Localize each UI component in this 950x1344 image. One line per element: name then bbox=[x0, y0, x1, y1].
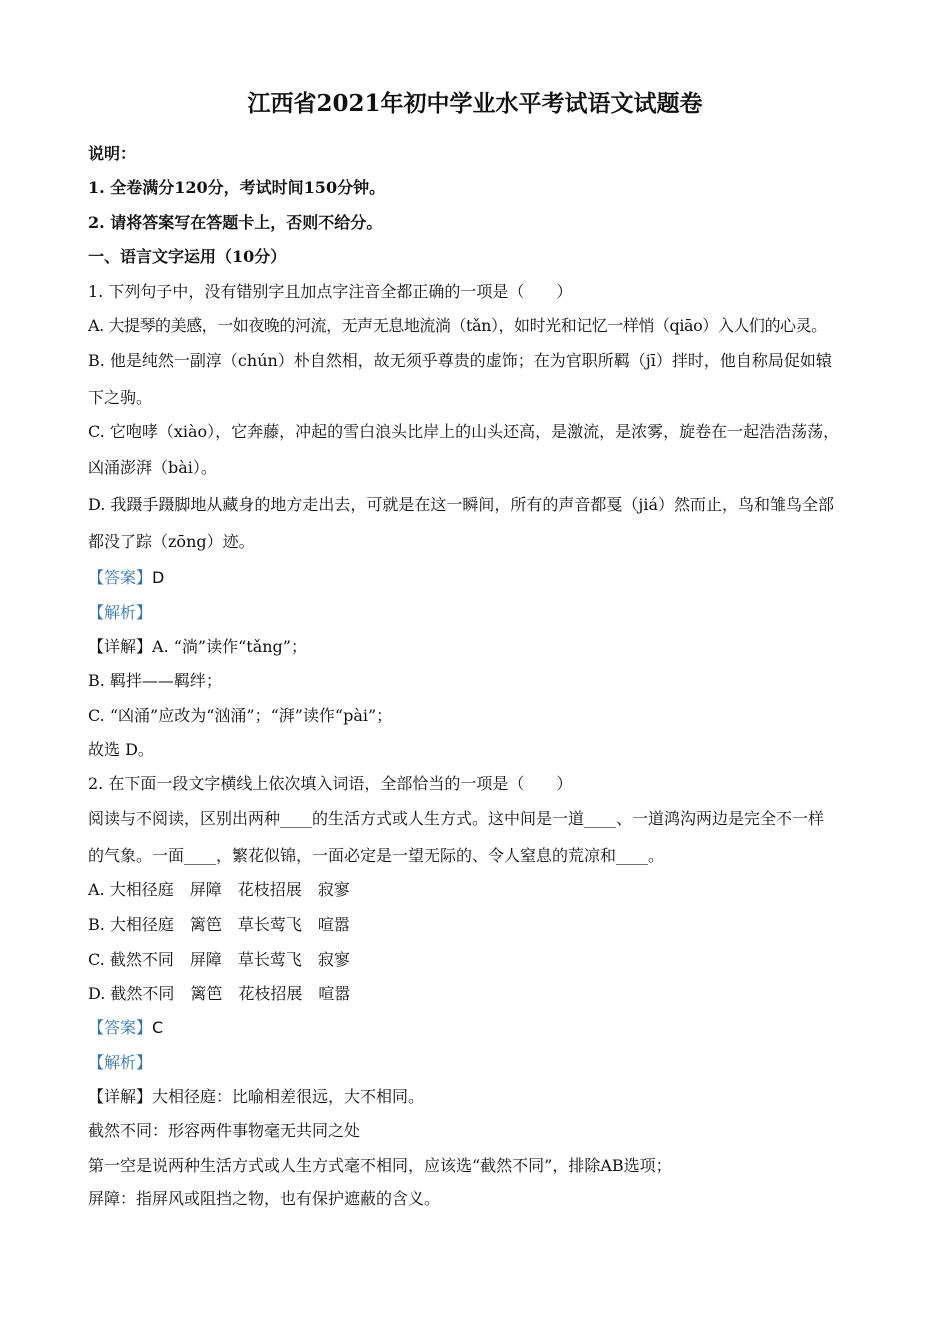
q1-option-a: A. 大提琴的美感，一如夜晚的河流，无声无息地流淌（tǎn），如时光和记忆一样悄（qiāo）入人们的心灵。 bbox=[88, 316, 827, 335]
q1-stem: 1. 下列句子中，没有错别字且加点字注音全都正确的一项是（ ） bbox=[88, 282, 573, 301]
q2-paragraph-line1: 阅读与不阅读，区别出两种____的生活方式或人生方式。这中间是一道____、一道鸿沟两边是完全不一样 bbox=[88, 809, 825, 828]
q2-detail-1 bbox=[88, 1086, 890, 1108]
q2-analysis-tag: 【解析】 bbox=[88, 1053, 153, 1072]
q1-detail-1 bbox=[88, 636, 890, 658]
q1-option-c-line1: C. 它咆哮（xiào），它奔藤，冲起的雪白浪头比岸上的山头还高，是激流，是浓雾，旋卷在一起浩浩荡荡， bbox=[88, 422, 840, 441]
q1-option-d-line2: 都没了踪（zōng）迹。 bbox=[88, 532, 255, 551]
intro-rule-2: 2. 请将答案写在答题卡上，否则不给分。 bbox=[88, 213, 383, 232]
q1-detail-2: B. 羁拌——羁绊； bbox=[88, 671, 222, 690]
q2-option-a: A. 大相径庭 屏障 花枝招展 寂寥 bbox=[88, 880, 350, 899]
q1-analysis-tag: 【解析】 bbox=[88, 603, 153, 622]
page-title: 江西省2021年初中学业水平考试语文试题卷 bbox=[247, 90, 703, 117]
detail-tag: 【详解】 bbox=[88, 1087, 153, 1106]
detail-text: 大相径庭：比喻相差很远，大不相同。 bbox=[152, 1087, 425, 1106]
detail-text: A. “淌”读作“tǎng”； bbox=[152, 637, 307, 656]
intro-heading: 说明： bbox=[88, 144, 137, 163]
answer-tag: 【答案】 bbox=[88, 1018, 153, 1037]
q2-detail-2: 截然不同：形容两件事物毫无共同之处 bbox=[88, 1121, 361, 1140]
q2-option-c: C. 截然不同 屏障 草长莺飞 寂寥 bbox=[88, 950, 350, 969]
q1-option-b-line2: 下之驹。 bbox=[88, 388, 153, 407]
answer-value: C bbox=[152, 1018, 164, 1037]
q2-detail-4: 屏障：指屏风或阻挡之物，也有保护遮蔽的含义。 bbox=[88, 1189, 441, 1208]
q1-option-d-line1: D. 我蹑手蹑脚地从藏身的地方走出去，可就是在这一瞬间，所有的声音都戛（jiá）然而止，鸟和雏鸟全部 bbox=[88, 495, 835, 514]
q1-option-c-line2: 凶涌澎湃（bài）。 bbox=[88, 458, 217, 477]
q1-option-b-line1: B. 他是纯然一副淳（chún）朴自然相，故无须乎尊贵的虚饰；在为官职所羁（jī）拌时，他自称局促如辕 bbox=[88, 351, 832, 370]
q2-stem: 2. 在下面一段文字横线上依次填入词语，全部恰当的一项是（ ） bbox=[88, 774, 573, 793]
q2-option-b: B. 大相径庭 篱笆 草长莺飞 喧嚣 bbox=[88, 915, 350, 934]
answer-tag: 【答案】 bbox=[88, 568, 153, 587]
answer-value: D bbox=[152, 568, 165, 587]
q2-answer bbox=[88, 1017, 890, 1039]
detail-tag: 【详解】 bbox=[88, 637, 153, 656]
q1-detail-4: 故选 D。 bbox=[88, 740, 154, 759]
q2-paragraph-line2: 的气象。一面____，繁花似锦，一面必定是一望无际的、令人窒息的荒凉和____。 bbox=[88, 846, 665, 865]
q1-detail-3: C. “凶涌”应改为“汹涌”；“湃”读作“pài”； bbox=[88, 706, 393, 725]
q2-option-d: D. 截然不同 篱笆 花枝招展 喧嚣 bbox=[88, 984, 351, 1003]
q1-answer bbox=[88, 567, 890, 589]
intro-rule-1: 1. 全卷满分120分，考试时间150分钟。 bbox=[88, 178, 386, 197]
section-1-heading: 一、语言文字运用（10分） bbox=[88, 247, 287, 266]
q2-detail-3: 第一空是说两种生活方式或人生方式毫不相同，应该选“截然不同”，排除AB选项； bbox=[88, 1156, 672, 1175]
